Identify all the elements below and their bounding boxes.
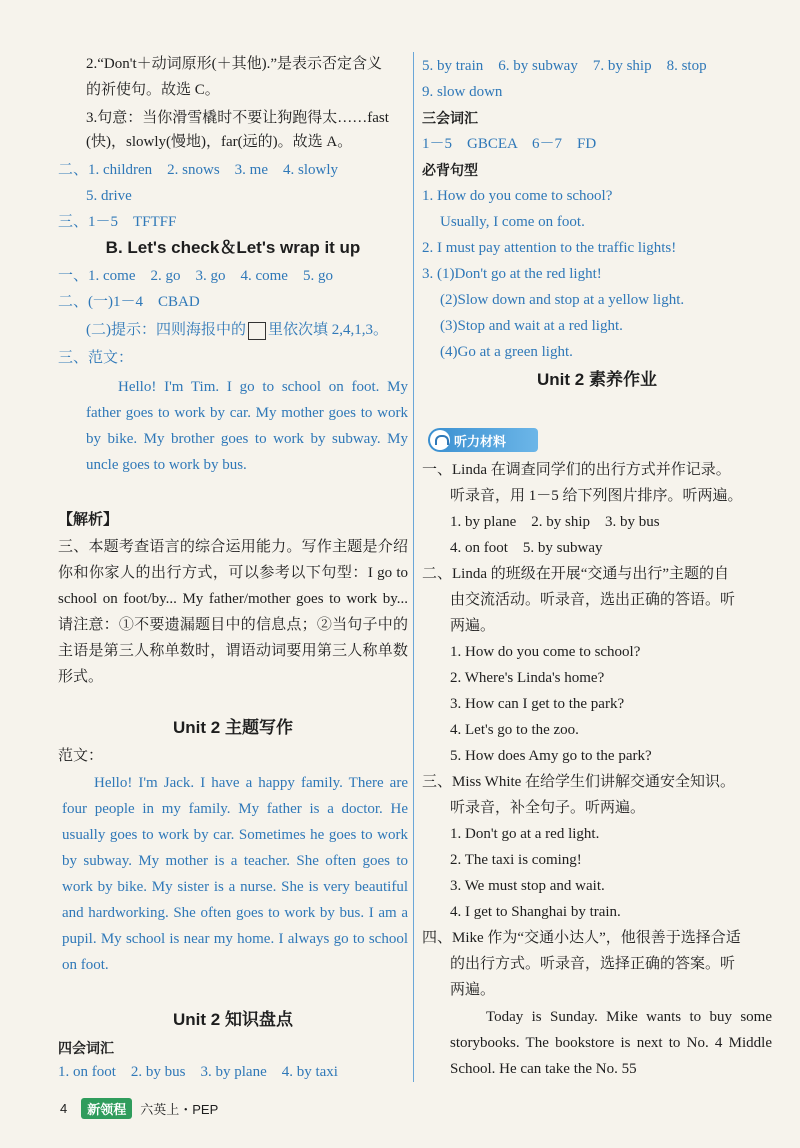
- answer-line: 5. drive: [86, 188, 132, 204]
- question-line: 三、Miss White 在给学生们讲解交通安全知识。: [422, 774, 736, 790]
- blank-box: [248, 322, 266, 340]
- hint-text: (二)提示：四则海报中的: [86, 322, 246, 338]
- section-heading: Unit 2 主题写作: [173, 718, 293, 737]
- section-heading: Unit 2 素养作业: [537, 370, 657, 389]
- question-line: 四、Mike 作为“交通小达人”，他很善于选择合适: [422, 930, 741, 946]
- subsection-title: 三会词汇: [422, 110, 478, 126]
- answer-line: 二、1. children 2. snows 3. me 4. slowly: [58, 162, 338, 178]
- answer-line: (2)Slow down and stop at a yellow light.: [440, 292, 685, 308]
- text-line: 的祈使句。故选 C。: [86, 82, 220, 98]
- answer-line: 3. (1)Don't go at the red light!: [422, 266, 602, 282]
- hint-text: 里依次填 2,4,1,3。: [268, 322, 389, 338]
- question-line: 3. How can I get to the park?: [450, 696, 625, 712]
- sample-essay: Hello! I'm Jack. I have a happy family. There are four people in my family. My father is a doctor. He usually goes to work by car. Sometimes he goes to work by subway. My mother is a teacher. She often goes to work by bike. My sister is a nurse. She is very beautiful and hardworking. She often goes to work by bus. I am a pupil. My school is near my home. I always go to school on foot.: [62, 775, 408, 973]
- question-line: 4. I get to Shanghai by train.: [450, 904, 621, 920]
- answer-line: 二、(一)1－4 CBAD: [58, 294, 200, 310]
- question-line: 由交流活动。听录音，选出正确的答语。听: [450, 592, 736, 608]
- tag-label: 听力材料: [454, 433, 507, 449]
- section-heading: Unit 2 知识盘点: [173, 1010, 293, 1029]
- answer-line: 三、范文：: [58, 350, 134, 366]
- question-line: 1. How do you come to school?: [450, 644, 641, 660]
- text-line: 2.“Don't＋动词原形(＋其他).”是表示否定含义: [86, 56, 383, 72]
- question-line: 4. Let's go to the zoo.: [450, 722, 579, 738]
- brand-logo: 新领程: [81, 1098, 132, 1119]
- answer-line: 5. by train 6. by subway 7. by ship 8. stop: [422, 58, 707, 74]
- headphones-icon: [430, 430, 450, 450]
- hint-line: [86, 320, 388, 340]
- analysis-text: 三、本题考查语言的综合运用能力。写作主题是介绍你和你家人的出行方式，可以参考以下句型：I go to school on foot/by... My father/mother goes to work by... 请注意：①不要遗漏题目中的信息点；②当句子中的主语是第三人称单数时，谓语动词要用第三人称单数形式。: [58, 539, 408, 685]
- answer-line: 2. I must pay attention to the traffic lights!: [422, 240, 677, 256]
- analysis-label: 【解析】: [58, 512, 119, 528]
- answer-line: (3)Stop and wait at a red light.: [440, 318, 623, 334]
- answer-line: 1－5 GBCEA 6－7 FD: [422, 136, 597, 152]
- answer-line: 一、1. come 2. go 3. go 4. come 5. go: [58, 268, 333, 284]
- question-line: 的出行方式。听录音，选择正确的答案。听: [450, 956, 736, 972]
- answer-line: 1. on foot 2. by bus 3. by plane 4. by taxi: [58, 1064, 338, 1080]
- answer-line: 1. How do you come to school?: [422, 188, 613, 204]
- page-number: 4: [60, 1100, 68, 1116]
- subsection-title: 必背句型: [422, 162, 478, 178]
- question-line: 听录音，补全句子。听两遍。: [450, 800, 646, 816]
- question-line: 3. We must stop and wait.: [450, 878, 605, 894]
- question-line: 2. The taxi is coming!: [450, 852, 582, 868]
- question-line: 1. Don't go at a red light.: [450, 826, 600, 842]
- text-line: (快)，slowly(慢地)，far(远的)。故选 A。: [86, 134, 353, 150]
- answer-line: 9. slow down: [422, 84, 503, 100]
- answer-line: Usually, I come on foot.: [440, 214, 585, 230]
- answer-line: (4)Go at a green light.: [440, 344, 573, 360]
- question-line: 2. Where's Linda's home?: [450, 670, 605, 686]
- text-line: 3.句意：当你滑雪橇时不要让狗跑得太……fast: [86, 110, 389, 126]
- sample-essay: Hello! I'm Tim. I go to school on foot. My father goes to work by car. My mother goes to work by bike. My brother goes to work by subway. My uncle goes to work by bus.: [86, 379, 408, 473]
- question-line: 1. by plane 2. by ship 3. by bus: [450, 514, 660, 530]
- question-line: 两遍。: [450, 982, 496, 998]
- question-line: 5. How does Amy go to the park?: [450, 748, 652, 764]
- answer-line: 三、1－5 TFTFF: [58, 214, 177, 230]
- sample-label: 范文：: [58, 748, 104, 764]
- question-line: 4. on foot 5. by subway: [450, 540, 603, 556]
- column-divider: [413, 52, 414, 1082]
- section-heading: B. Let's check＆Let's wrap it up: [105, 238, 361, 257]
- listening-material-tag: [428, 428, 538, 452]
- question-line: 两遍。: [450, 618, 496, 634]
- book-info: 六英上・PEP: [140, 1101, 219, 1117]
- subsection-title: 四会词汇: [58, 1040, 114, 1056]
- page-footer: [60, 1096, 218, 1120]
- question-line: 一、Linda 在调查同学们的出行方式并作记录。: [422, 462, 731, 478]
- question-line: 二、Linda 的班级在开展“交通与出行”主题的自: [422, 566, 730, 582]
- listening-passage: Today is Sunday. Mike wants to buy some storybooks. The bookstore is next to No. 4 Middle School. He can take the No. 55: [450, 1009, 772, 1077]
- question-line: 听录音，用 1－5 给下列图片排序。听两遍。: [450, 488, 743, 504]
